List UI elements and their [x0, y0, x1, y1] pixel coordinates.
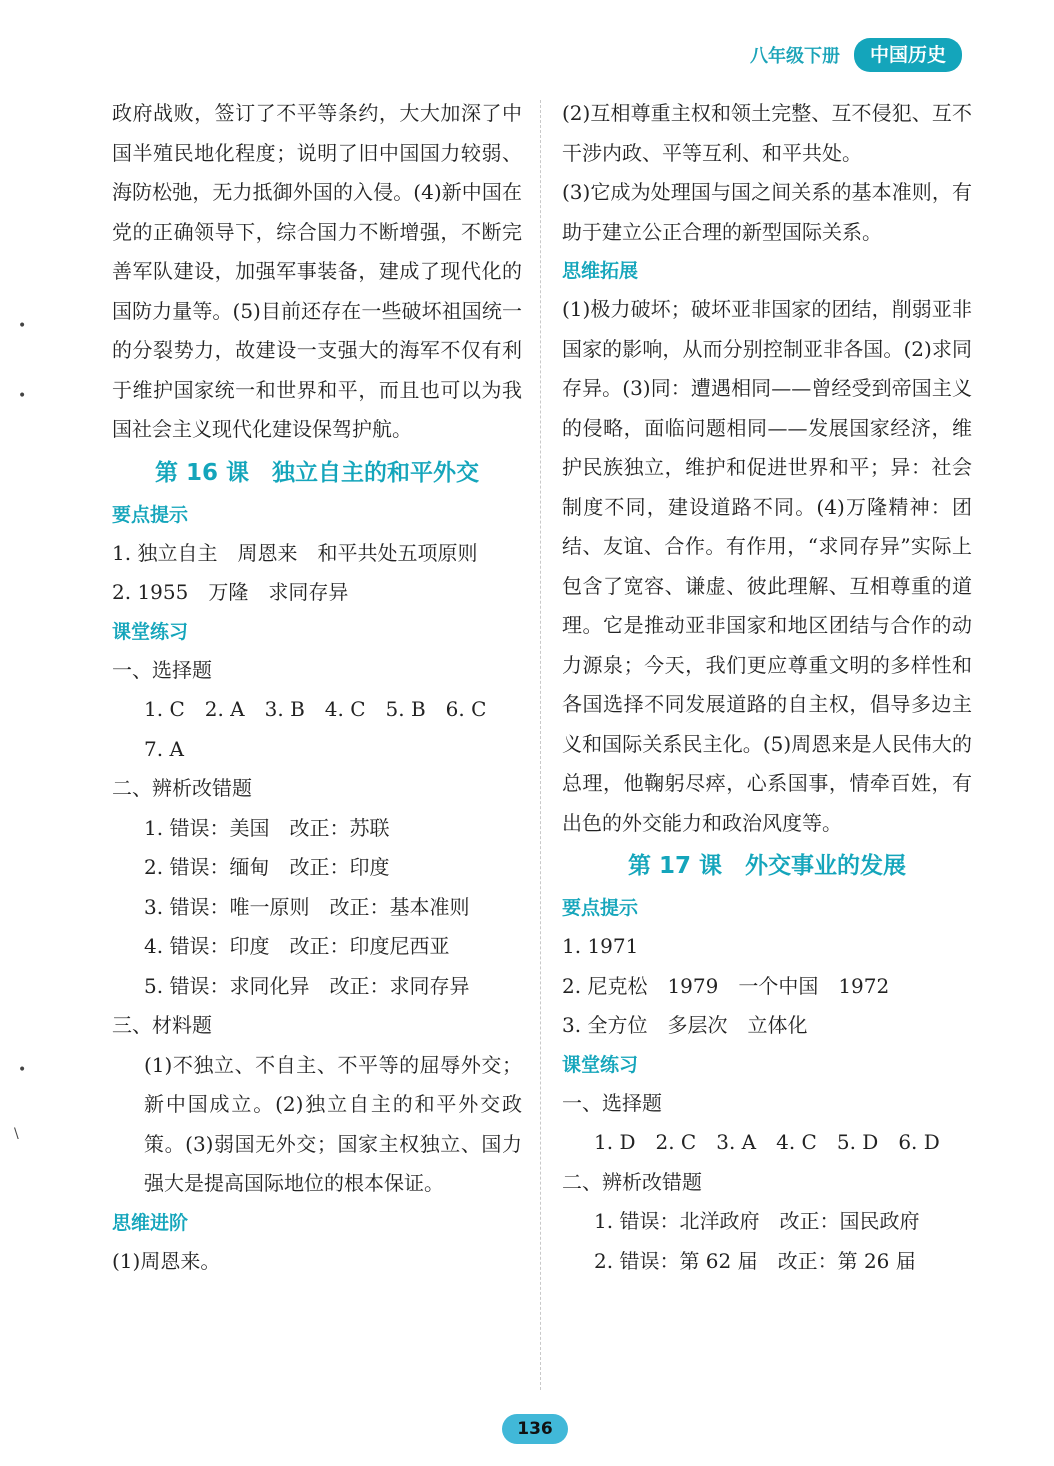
expansion-heading: 思维拓展 [562, 260, 639, 282]
key-point-item: 2. 1955 万隆 求同存异 [112, 580, 349, 604]
lesson-17-title: 第 17 课 外交事业的发展 [627, 853, 907, 879]
advanced-answer: (3)它成为处理国与国之间关系的基本准则，有助于建立公正合理的新型国际关系。 [562, 180, 972, 244]
correction-item: 4. 错误：印度 改正：印度尼西亚 [144, 934, 450, 958]
continuation-paragraph: 政府战败，签订了不平等条约，大大加深了中国半殖民地化程度；说明了旧中国国力较弱、海防松弛，无力抵御外国的入侵。(4)新中国在党的正确领导下，综合国力不断增强，不断完善军队建设，加强军事装备，建成了现代化的国防力量等。(5)目前还存在一些破坏祖国统一的分裂势力，故建设一支强大的海军不仅有利于维护国家统一和世界和平，而且也可以为我国社会主义现代化建设保驾护航。 [112, 101, 522, 441]
column-divider [540, 100, 541, 1390]
key-point-item: 2. 尼克松 1979 一个中国 1972 [562, 973, 890, 998]
key-point-item: 1. 独立自主 周恩来 和平共处五项原则 [112, 540, 478, 565]
margin-mark: \ [14, 1126, 19, 1142]
margin-dot: • [18, 318, 27, 334]
margin-dot: • [18, 388, 27, 404]
right-column [562, 94, 972, 1281]
choice-heading: 一、选择题 [562, 1090, 662, 1115]
correction-item: 2. 错误：第 62 届 改正：第 26 届 [594, 1248, 916, 1273]
margin-dot: • [18, 1062, 27, 1078]
correction-item: 5. 错误：求同化异 改正：求同存异 [144, 973, 470, 998]
key-point-item: 3. 全方位 多层次 立体化 [562, 1013, 808, 1037]
advanced-answer: (2)互相尊重主权和领土完整、互不侵犯、互不干涉内政、平等互利、和平共处。 [562, 101, 972, 165]
lesson-16-title: 第 16 课 独立自主的和平外交 [154, 459, 480, 486]
correction-heading: 二、辨析改错题 [562, 1169, 702, 1194]
grade-label: 八年级下册 [749, 46, 840, 67]
page-number: 136 [502, 1414, 568, 1444]
key-points-heading: 要点提示 [112, 503, 189, 526]
correction-item: 1. 错误：北洋政府 改正：国民政府 [594, 1209, 920, 1233]
advanced-answer: (1)周恩来。 [112, 1248, 221, 1273]
expansion-paragraph: (1)极力破坏；破坏亚非国家的团结，削弱亚非国家的影响，从而分别控制亚非各国。(2)求同存异。(3)同：遭遇相同——曾经受到帝国主义的侵略，面临问题相同——发展国家经济，维护民族独立，维护和促进世界和平；异：社会制度不同，建设道路不同。(4)万隆精神：团结、友谊、合作。有作用，“求同存异”实际上包含了宽容、谦虚、彼此理解、互相尊重的道理。它是推动亚非国家和地区团结与合作的动力源泉；今天，我们更应尊重文明的多样性和各国选择不同发展道路的自主权，倡导多边主义和国际关系民主化。(5)周恩来是人民伟大的总理，他鞠躬尽瘁，心系国事，情牵百姓，有出色的外交能力和政治风度等。 [562, 297, 972, 835]
correction-heading: 二、辨析改错题 [112, 776, 252, 800]
practice-heading: 课堂练习 [112, 620, 189, 643]
correction-item: 3. 错误：唯一原则 改正：基本准则 [144, 894, 470, 919]
advanced-heading: 思维进阶 [112, 1211, 189, 1234]
material-heading: 三、材料题 [112, 1013, 212, 1037]
practice-heading: 课堂练习 [562, 1053, 639, 1076]
page-header [750, 38, 962, 72]
choice-answers: 1. D 2. C 3. A 4. C 5. D 6. D [594, 1130, 940, 1154]
choice-answers: 1. C 2. A 3. B 4. C 5. B 6. C [144, 697, 487, 721]
choice-heading: 一、选择题 [112, 657, 212, 682]
correction-item: 2. 错误：缅甸 改正：印度 [144, 855, 390, 879]
key-points-heading: 要点提示 [562, 897, 639, 919]
correction-item: 1. 错误：美国 改正：苏联 [144, 815, 390, 840]
key-point-item: 1. 1971 [562, 934, 639, 958]
subject-badge: 中国历史 [854, 38, 962, 72]
material-answer: (1)不独立、不自主、不平等的屈辱外交；新中国成立。(2)独立自主的和平外交政策。(3)弱国无外交；国家主权独立、国力强大是提高国际地位的根本保证。 [144, 1052, 522, 1195]
choice-answers: 7. A [144, 736, 184, 761]
left-column [112, 94, 522, 1281]
